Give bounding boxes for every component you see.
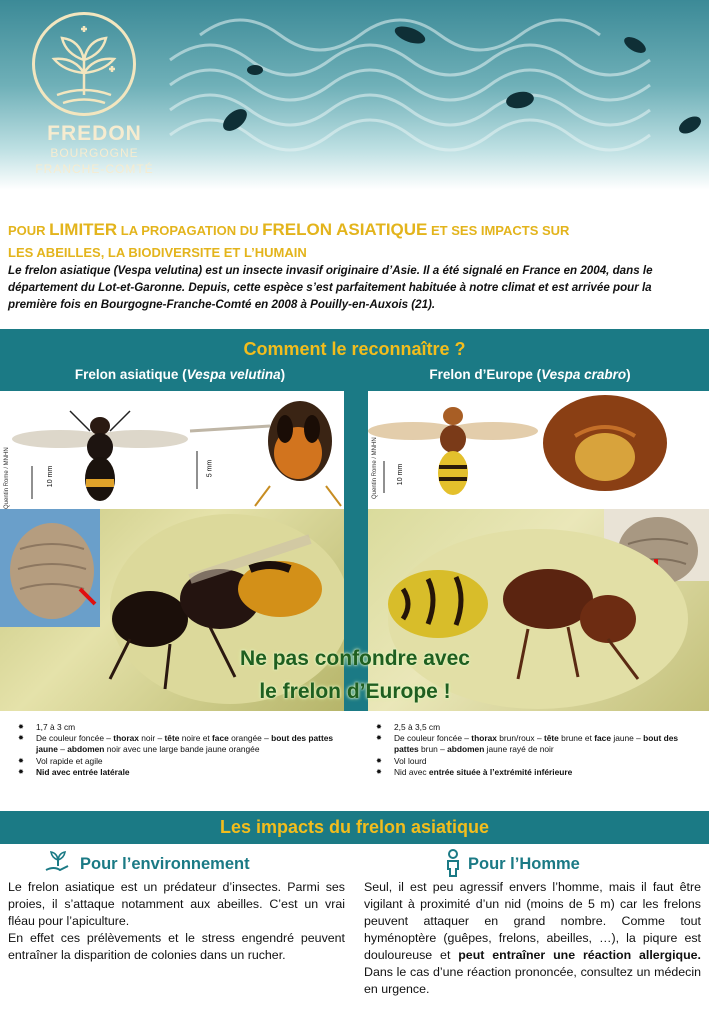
asian-hornet-specimen-drawing [0, 391, 344, 509]
headline-part5: ET SES IMPACTS SUR [427, 223, 570, 238]
environment-paragraph-2: En effet ces prélèvements et le stress engendré peuvent entraîner la disparition de colonies dans un rucher. [8, 931, 345, 962]
fredon-logo [22, 12, 162, 182]
human-paragraph: Seul, il est peu agressif envers l’homme, mais il faut être vigilant à proximité d’un nid (moins de 5 m) car les frelons peuvent attaquer en grand nombre. Comme tout hyménoptère (guêpes, frelons, abeilles, …), la piqure est douloureuse et peut entraîner une réaction allergique. Dans le cas d’une réaction prononcée, consultez un médecin en urgence. [364, 880, 701, 996]
asian-hornet-traits [14, 722, 344, 778]
list-item: ✸ Vol lourd [372, 756, 702, 767]
scale-10mm-left: 10 mm [47, 465, 55, 488]
headline-limiter: LIMITER [49, 220, 118, 239]
intro-paragraph: Le frelon asiatique (Vespa velutina) est un insecte invasif originaire d’Asie. Il a été signalé en France en 2004, dans le département du Lot-et-Garonne. Depuis, cette espèce s’est parfaitement habituée à notre climat et est arrivée pour la première fois en Bourgogne-Franche-Comté en 2008 à Pouilly-en-Auxois (21). [8, 264, 653, 311]
confusion-warning-line1: Ne pas confondre avec [240, 647, 470, 670]
confusion-warning-line2: le frelon d’Europe ! [259, 680, 451, 703]
list-item: ✸ Nid avec entrée latérale [14, 767, 344, 778]
recognize-title: Comment le reconnaître ? [243, 339, 466, 359]
list-item: ✸ 2,5 à 3,5 cm [372, 722, 702, 733]
impacts-title: Les impacts du frelon asiatique [219, 817, 490, 837]
environment-text [8, 879, 345, 964]
headline-part3: LA PROPAGATION DU [117, 223, 263, 238]
asian-hornet-specimen-photos [0, 391, 344, 509]
asian-hornet-label: Frelon asiatique (Vespa velutina) [74, 367, 286, 382]
european-hornet-specimen-photos [368, 391, 709, 509]
asian-hornet-latin: Vespa velutina [186, 367, 281, 382]
person-icon [444, 849, 462, 877]
asian-photo-credit: Quentin Rome / MNHN [4, 447, 10, 509]
logo-circle [32, 12, 136, 116]
headline-part1: POUR [8, 223, 50, 238]
human-text [364, 879, 701, 998]
logo-name: FREDON [47, 122, 142, 145]
list-item: ✸ De couleur foncée – thorax noir – tête noire et face orangée – bout des pattes jaune – abdomen noir avec une large bande jaune orangée [14, 733, 344, 755]
list-item: ✸ Vol rapide et agile [14, 756, 344, 767]
logo-region-line1: BOURGOGNE [50, 146, 139, 160]
european-hornet-specimen-drawing [368, 391, 709, 509]
scale-5mm: 5 mm [206, 459, 214, 478]
logo-region-line2: FRANCHE-COMTÉ [35, 162, 154, 176]
european-hornet-traits [372, 722, 702, 778]
environment-heading: Pour l’environnement [80, 855, 250, 873]
environment-paragraph-1: Le frelon asiatique est un prédateur d’insectes. Parmi ses proies, il s’attaque notamment aux abeilles. C’est un vrai fléau pour l’apiculture. [8, 880, 345, 928]
list-item: ✸ 1,7 à 3 cm [14, 722, 344, 733]
european-hornet-label: Frelon d’Europe (Vespa crabro) [429, 367, 631, 382]
headline [8, 219, 703, 264]
hand-plant-icon [44, 850, 72, 876]
hero-banner [0, 0, 709, 190]
headline-frelon: FRELON ASIATIQUE [262, 220, 428, 239]
list-item: ✸ Nid avec entrée située à l’extrémité inférieure [372, 767, 702, 778]
european-hornet-latin: Vespa crabro [541, 367, 627, 382]
plant-cross-logo-icon [35, 15, 133, 113]
list-item: ✸ De couleur foncée – thorax brun/roux – tête brune et face jaune – bout des pattes brun – abdomen jaune rayé de noir [372, 733, 702, 755]
european-photo-credit: Quentin Rome / MNHN [372, 437, 378, 499]
scale-10mm-right: 10 mm [397, 463, 405, 486]
human-heading: Pour l’Homme [468, 855, 580, 873]
headline-line2: LES ABEILLES, LA BIODIVERSITE ET L’HUMAIN [8, 245, 307, 260]
